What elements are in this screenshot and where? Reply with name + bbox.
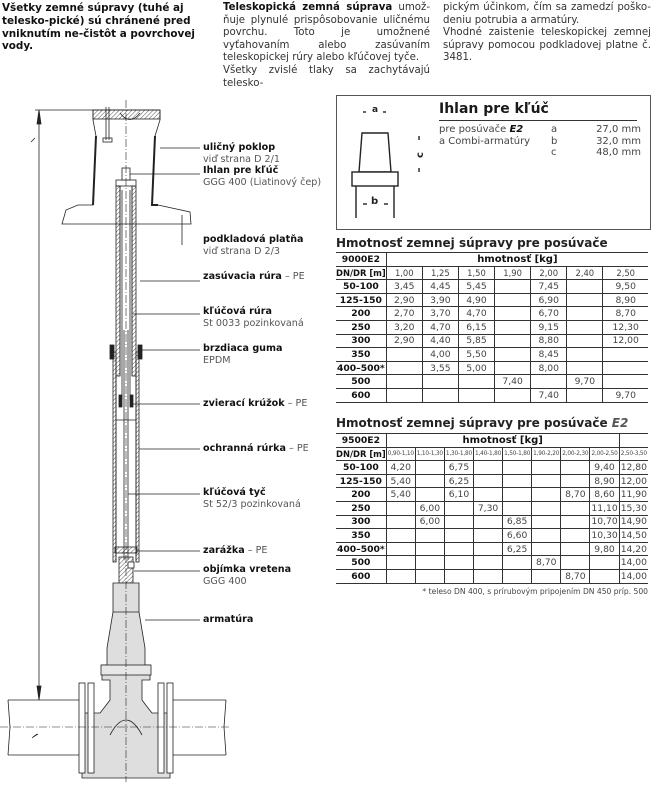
weight-cell — [561, 556, 590, 570]
weight-cell: 6,25 — [444, 474, 473, 488]
table-group-header: hmotnosť [kg] — [386, 434, 619, 448]
key-pyramid-sketch — [341, 98, 431, 226]
row-header-dn: 500 — [336, 375, 386, 389]
weight-cell — [444, 501, 473, 515]
weight-cell: 4,90 — [458, 293, 494, 307]
weight-cell: 9,50 — [603, 280, 648, 294]
weight-cell — [531, 375, 567, 389]
row-header-dn: 600 — [336, 569, 386, 583]
table-column-header-row — [336, 266, 648, 280]
weight-cell — [444, 515, 473, 529]
intro-left-paragraph: Všetky zemné súpravy (tuhé aj telesko-pické) sú chránené pred vniknutím ne-čistôt a povrchovej vody. — [2, 2, 195, 53]
dimension-value: 48,0 mm — [596, 147, 641, 159]
weight-cell — [532, 488, 561, 502]
callout-brake-rubber — [203, 343, 333, 366]
row-header-dn: 600 — [336, 388, 386, 402]
weight-cell — [567, 293, 603, 307]
row-header-dn: 200 — [336, 307, 386, 321]
key-pyramid-dimensions — [551, 124, 641, 159]
key-desc-prefix: pre posúvače — [439, 124, 510, 135]
weight-cell — [561, 542, 590, 556]
callout-title: armatúra — [203, 614, 254, 625]
column-header: 2,00 — [531, 266, 567, 280]
weight-cell: 8,70 — [603, 307, 648, 321]
weight-cell: 6,75 — [444, 461, 473, 475]
table-group-header: hmotnosť [kg] — [386, 253, 648, 267]
weight-cell — [415, 556, 444, 570]
weight-cell — [474, 515, 503, 529]
weight-cell — [415, 529, 444, 543]
weight-cell — [561, 501, 590, 515]
weight-cell: 11,10 — [591, 502, 618, 514]
table-header-row — [336, 434, 648, 448]
weight-cell — [415, 461, 444, 475]
weight-cell: 12,80 — [620, 461, 647, 473]
weight-cell: 6,70 — [531, 307, 567, 321]
weight-cell: 9,80 — [590, 542, 619, 556]
weight-cell — [415, 569, 444, 583]
weight-cell: 9,15 — [531, 320, 567, 334]
callout-subtitle: GGG 400 (Liatinový čep) — [203, 176, 322, 188]
weight-cell: 14,90 — [620, 516, 647, 528]
weight-cell — [603, 361, 648, 375]
callout-key-rod — [203, 487, 333, 510]
table-header-empty-cell — [619, 434, 648, 448]
dimension-value: 27,0 mm — [596, 124, 641, 135]
weight-cell — [415, 542, 444, 556]
weight-cell: 14,00 — [620, 557, 647, 569]
weight-cell: 7,40 — [495, 375, 531, 389]
weight-cell — [561, 515, 590, 529]
table-row — [336, 542, 648, 556]
weight-cell — [532, 542, 561, 556]
weight-cell: 8,70 — [561, 569, 590, 583]
table-row — [336, 293, 648, 307]
weight-cell: 4,70 — [458, 307, 494, 321]
callout-title: ochranná rúrka — [203, 443, 286, 454]
row-header-dn: 300 — [336, 334, 386, 348]
weight-cell: 6,10 — [444, 488, 473, 502]
row-header-dn: 50-100 — [336, 280, 386, 294]
table-row — [336, 388, 648, 402]
weight-cell: 4,20 — [386, 461, 415, 475]
weight-cell: 6,60 — [503, 529, 532, 543]
row-header-dn: 250 — [336, 320, 386, 334]
weight-table-9000e2 — [336, 252, 648, 403]
weight-cell — [532, 515, 561, 529]
table-row — [336, 529, 648, 543]
weight-cell — [603, 348, 648, 362]
weight-cell — [495, 280, 531, 294]
weight-cell — [532, 529, 561, 543]
weight-cell: 6,00 — [415, 501, 444, 515]
weight-cell — [415, 488, 444, 502]
weight-cell: 7,40 — [531, 388, 567, 402]
weight-cell: 12,00 — [603, 334, 648, 348]
weight-cell — [503, 569, 532, 583]
column-header: 1,10-1,30 — [415, 447, 444, 461]
row-header-dn: 350 — [336, 529, 386, 543]
table-row — [336, 320, 648, 334]
callout-subtitle: GGG 400 — [203, 575, 247, 587]
dimension-value: 32,0 mm — [596, 135, 641, 147]
weight-cell: 5,00 — [458, 361, 494, 375]
weight-cell: 7,30 — [474, 501, 503, 515]
sketch-label-c: c — [415, 152, 426, 158]
weight-cell — [386, 361, 422, 375]
weight-cell — [386, 556, 415, 570]
callout-sliding-pipe — [203, 271, 333, 283]
row-header-label: DN/DR [m] — [336, 448, 386, 459]
callout-title: kľúčová rúra — [203, 306, 272, 317]
weight-cell: 5,45 — [458, 280, 494, 294]
callout-title: zasúvacia rúra — [203, 271, 282, 282]
weight-cell: 4,45 — [422, 280, 458, 294]
row-header-dn: 400–500* — [336, 362, 385, 374]
row-header-dn: 500 — [336, 556, 386, 570]
callout-title: zvierací krúžok — [203, 398, 285, 409]
sketch-label-b: b — [371, 196, 379, 207]
weight-cell — [567, 334, 603, 348]
weight-cell: 6,25 — [503, 542, 532, 556]
weight-cell — [386, 501, 415, 515]
table-row — [336, 334, 648, 348]
table-row — [336, 474, 648, 488]
weight-cell — [415, 474, 444, 488]
callout-material: – PE — [284, 398, 308, 409]
weight-cell — [590, 556, 619, 570]
weight-cell — [386, 375, 422, 389]
row-header-label: DN/DR [m] — [336, 267, 386, 278]
callout-title: brzdiaca guma — [203, 343, 283, 354]
weight-cell — [386, 569, 415, 583]
weight-cell — [386, 515, 415, 529]
intro-middle-p2: Všetky zvislé tlaky sa zachytávajú telesko- — [223, 64, 430, 89]
weight-cell — [567, 348, 603, 362]
weight-cell — [444, 569, 473, 583]
weight-cell — [495, 361, 531, 375]
weight-cell: 12,30 — [603, 320, 648, 334]
weight-table-9500e2 — [336, 433, 648, 584]
weight-cell: 5,40 — [386, 488, 415, 502]
weight-cell: 10,70 — [591, 516, 618, 528]
callout-material: – PE — [285, 443, 309, 454]
weight-cell: 9,70 — [603, 388, 648, 402]
weight-cell: 6,90 — [531, 293, 567, 307]
table-row — [336, 501, 648, 515]
callout-title: podkladová platňa — [203, 234, 304, 245]
dimension-row — [551, 147, 641, 159]
weight-cell — [422, 388, 458, 402]
table-model-cell: 9500E2 — [336, 434, 386, 448]
weight-cell: 8,60 — [590, 488, 619, 502]
callout-protective-tube — [203, 443, 333, 455]
weight-cell — [503, 474, 532, 488]
table-row — [336, 375, 648, 389]
weight-cell: 7,45 — [531, 280, 567, 294]
callout-key-pipe — [203, 306, 333, 329]
weight-cell — [474, 569, 503, 583]
callout-subtitle: viď strana D 2/1 — [203, 153, 280, 165]
weight-cell: 4,40 — [422, 334, 458, 348]
weight-cell — [495, 307, 531, 321]
column-header: 2,40 — [567, 266, 603, 280]
weight-cell: 12,00 — [620, 475, 647, 487]
table-row — [336, 556, 648, 570]
weight-cell: 9,70 — [567, 375, 603, 389]
weight-cell — [567, 280, 603, 294]
table-row — [336, 569, 648, 583]
weight-cell — [386, 529, 415, 543]
column-header: 2,50 — [603, 266, 648, 280]
weight-cell — [567, 361, 603, 375]
weight-cell: 5,85 — [458, 334, 494, 348]
table-9500-title — [336, 416, 628, 430]
dimension-label: c — [551, 147, 557, 159]
table-header-row — [336, 253, 648, 267]
weight-cell: 3,70 — [422, 307, 458, 321]
weight-cell — [532, 461, 561, 475]
weight-cell — [503, 461, 532, 475]
column-header: 1,30-1,80 — [444, 447, 473, 461]
key-pyramid-spec-box — [336, 95, 651, 230]
callout-title: zarážka — [203, 545, 245, 556]
weight-cell — [386, 388, 422, 402]
callout-title: Ihlan pre kľúč — [203, 165, 279, 176]
weight-cell — [603, 375, 648, 389]
row-header-dn: 300 — [336, 515, 386, 529]
column-header: 1,40-1,80 — [474, 447, 503, 461]
dimension-label: b — [551, 135, 558, 147]
valve-key-assembly-drawing — [0, 80, 230, 788]
column-header: 1,25 — [422, 266, 458, 280]
callout-street-cover — [203, 142, 333, 165]
weight-cell — [495, 348, 531, 362]
table-row — [336, 461, 648, 475]
sketch-label-a: a — [372, 105, 379, 115]
weight-cell: 2,90 — [386, 293, 422, 307]
callout-title: uličný poklop — [203, 142, 276, 153]
weight-cell: 2,70 — [386, 307, 422, 321]
weight-cell: 14,00 — [620, 570, 647, 582]
weight-cell — [386, 542, 415, 556]
weight-cell — [495, 388, 531, 402]
callout-title: kľúčová tyč — [203, 487, 266, 498]
key-pyramid-description — [439, 124, 530, 147]
key-desc-model: E2 — [509, 124, 524, 135]
weight-cell: 8,00 — [531, 361, 567, 375]
intro-middle-text: umož-ňuje plynulé prispôsobovanie uličnému povrchu. Toto je umožnené vyťahovaním alebo zasúvaním teleskopickej rúry alebo kľúčovej tyče. — [223, 2, 430, 64]
table-column-header-row — [336, 447, 648, 461]
callout-material: – PE — [281, 271, 305, 282]
column-header: 1,90-2,20 — [532, 447, 561, 461]
callout-subtitle: EPDM — [203, 354, 231, 366]
callout-subtitle: viď strana D 2/3 — [203, 245, 280, 257]
column-header: 2,00-2,30 — [561, 447, 590, 461]
weight-cell: 6,85 — [503, 515, 532, 529]
table-row — [336, 515, 648, 529]
row-header-dn: 200 — [336, 488, 386, 502]
weight-cell — [590, 569, 619, 583]
weight-cell — [474, 542, 503, 556]
table-9500-title-text: Hmotnosť zemnej súpravy pre posúvače — [336, 416, 612, 430]
table-row — [336, 348, 648, 362]
row-header-dn: 125-150 — [336, 293, 386, 307]
callout-key-pyramid — [203, 165, 333, 188]
weight-cell: 6,00 — [415, 515, 444, 529]
callout-title: objímka vretena — [203, 564, 292, 575]
weight-cell — [474, 529, 503, 543]
callout-valve — [203, 614, 333, 626]
weight-cell: 8,70 — [561, 488, 590, 502]
weight-cell — [474, 461, 503, 475]
column-header: 1,00 — [386, 266, 422, 280]
weight-cell — [495, 334, 531, 348]
weight-cell — [561, 529, 590, 543]
callout-subtitle: St 52/3 pozinkovaná — [203, 498, 301, 510]
weight-cell: 14,20 — [620, 543, 647, 555]
weight-cell — [532, 474, 561, 488]
weight-cell: 8,70 — [532, 556, 561, 570]
weight-cell — [458, 388, 494, 402]
weight-cell: 2,90 — [386, 334, 422, 348]
dimension-row — [551, 136, 641, 148]
row-header-dn: 125-150 — [336, 474, 386, 488]
key-desc-line2: a Combi-armatúry — [439, 135, 531, 147]
callout-stopper — [203, 545, 333, 557]
table-9000-title: Hmotnosť zemnej súpravy pre posúvače — [336, 236, 608, 250]
weight-cell — [503, 501, 532, 515]
table-row — [336, 280, 648, 294]
weight-cell: 9,40 — [590, 461, 619, 475]
dimension-row — [551, 124, 641, 136]
weight-cell: 8,80 — [531, 334, 567, 348]
intro-middle-bold: Teleskopická zemná súprava — [223, 2, 393, 13]
table-row — [336, 361, 648, 375]
table-row — [336, 307, 648, 321]
weight-cell: 14,50 — [620, 529, 647, 541]
table-model-cell: 9000E2 — [336, 253, 386, 267]
weight-cell — [567, 388, 603, 402]
weight-cell — [532, 501, 561, 515]
weight-cell — [503, 488, 532, 502]
weight-cell — [444, 556, 473, 570]
intro-right-p2: Vhodné zaistenie teleskopickej zemnej súpravy pomocou podkladovej platne č. 3481. — [443, 27, 651, 64]
column-header: 1,90 — [495, 266, 531, 280]
column-header: 1,50-1,80 — [503, 447, 532, 461]
weight-cell — [567, 320, 603, 334]
table-row — [336, 488, 648, 502]
weight-cell: 6,15 — [458, 320, 494, 334]
weight-cell: 3,90 — [422, 293, 458, 307]
weight-cell: 8,90 — [590, 474, 619, 488]
table-footnote: * teleso DN 400, s prírubovým pripojením DN 450 príp. 500 — [422, 587, 648, 596]
weight-cell: 4,00 — [422, 348, 458, 362]
weight-cell: 3,55 — [422, 361, 458, 375]
table-9500-title-model: E2 — [611, 416, 629, 430]
weight-cell: 5,40 — [386, 474, 415, 488]
column-header: 1,50 — [458, 266, 494, 280]
weight-cell — [474, 556, 503, 570]
callout-spindle-sleeve — [203, 564, 333, 587]
weight-cell: 8,45 — [531, 348, 567, 362]
weight-cell: 10,30 — [591, 529, 618, 541]
weight-cell — [561, 474, 590, 488]
intro-middle-paragraph — [223, 2, 430, 90]
weight-cell: 5,50 — [458, 348, 494, 362]
column-header: 2,00-2,50 — [590, 447, 619, 461]
weight-cell — [422, 375, 458, 389]
dimension-label: a — [551, 124, 558, 135]
callout-subtitle: St 0033 pozinkovaná — [203, 317, 304, 329]
weight-cell — [532, 569, 561, 583]
weight-cell — [458, 375, 494, 389]
weight-cell — [495, 293, 531, 307]
weight-cell — [495, 320, 531, 334]
callout-clamp-ring — [203, 398, 333, 410]
weight-cell — [386, 348, 422, 362]
weight-cell — [444, 529, 473, 543]
row-header-dn: 400–500* — [336, 543, 385, 555]
weight-cell: 15,30 — [620, 502, 647, 514]
key-pyramid-title: Ihlan pre kľúč — [439, 101, 637, 121]
weight-cell — [474, 488, 503, 502]
column-header: 2,50-3,50 — [619, 447, 648, 461]
weight-cell: 4,70 — [422, 320, 458, 334]
weight-cell — [567, 307, 603, 321]
weight-cell — [474, 474, 503, 488]
weight-cell — [444, 542, 473, 556]
weight-cell: 8,90 — [603, 293, 648, 307]
weight-cell: 3,45 — [386, 280, 422, 294]
intro-right-p1: pickým účinkom, čím sa zamedzí poško-deniu potrubia a armatúry. — [443, 2, 651, 26]
weight-cell — [503, 556, 532, 570]
row-header-dn: 350 — [336, 348, 386, 362]
weight-cell: 3,20 — [386, 320, 422, 334]
row-header-dn: 250 — [336, 501, 386, 515]
intro-right-paragraph — [443, 2, 651, 65]
callout-material: – PE — [244, 545, 268, 556]
weight-cell: 11,90 — [620, 489, 647, 501]
row-header-dn: 50-100 — [336, 461, 386, 475]
callout-base-plate — [203, 234, 333, 257]
column-header: 0,90-1,10 — [386, 447, 415, 461]
weight-cell — [561, 461, 590, 475]
